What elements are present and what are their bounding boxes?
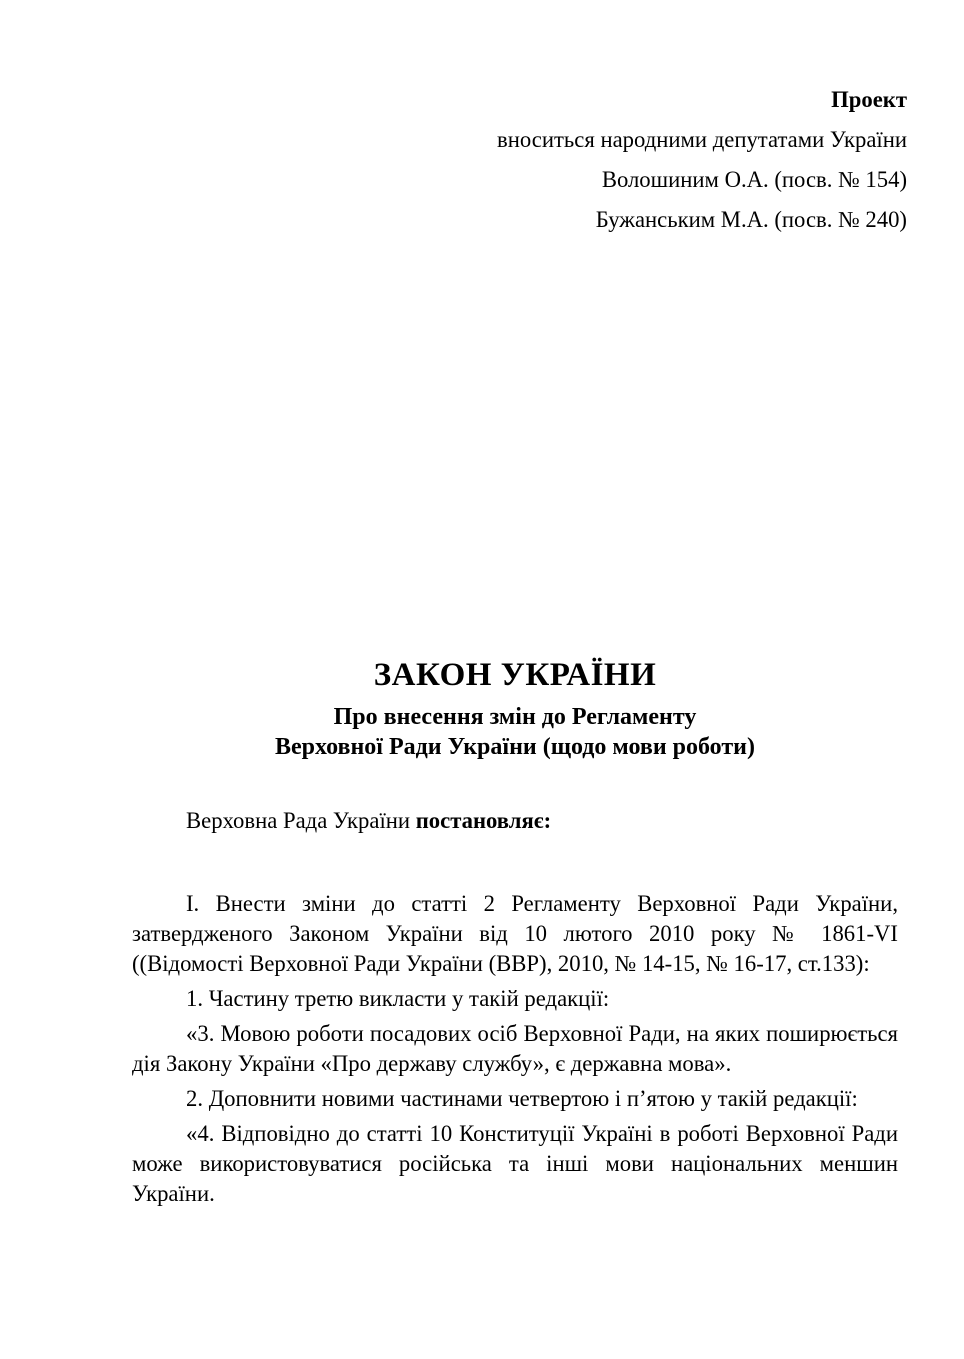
law-title-block bbox=[132, 656, 898, 762]
deputy-line-1: Волошиним О.А. (посв. № 154) bbox=[601, 167, 907, 192]
law-subtitle-line-1: Про внесення змін до Регламенту bbox=[333, 704, 697, 730]
decree-verb: постановляє: bbox=[415, 808, 552, 833]
decree-prefix: Верховна Рада України bbox=[186, 808, 416, 833]
quoted-part-4-paragraph: «4. Відповідно до статті 10 Конституції Україні в роботі Верховної Ради може використовуватися російська та інші мови національних меншин України. bbox=[132, 1121, 898, 1206]
law-body bbox=[132, 806, 898, 1209]
item-1-paragraph: 1. Частину третю викласти у такій редакції: bbox=[186, 986, 610, 1011]
law-subtitle-line-2: Верховної Ради України (щодо мови роботи) bbox=[275, 734, 755, 760]
quoted-part-3-paragraph: «3. Мовою роботи посадових осіб Верховної Ради, на яких поширюється дія Закону України «Про державу службу», є державна мова». bbox=[132, 1021, 898, 1076]
submitted-by-line: вноситься народними депутатами України bbox=[497, 127, 907, 152]
decree-line bbox=[132, 806, 898, 836]
law-title: ЗАКОН УКРАЇНИ bbox=[373, 657, 657, 693]
section-i-paragraph: І. Внести зміни до статті 2 Регламенту Верховної Ради України, затвердженого Законом України від 10 лютого 2010 року № 1861-VI ((Відомості Верховної Ради України (ВВР), 2010, № 14-15, № 16-17, ст.133): bbox=[132, 891, 898, 976]
submission-header bbox=[132, 80, 907, 240]
item-2-paragraph: 2. Доповнити новими частинами четвертою і п’ятою у такій редакції: bbox=[186, 1086, 858, 1111]
project-label: Проект bbox=[831, 87, 907, 112]
deputy-line-2: Бужанським М.А. (посв. № 240) bbox=[595, 207, 907, 232]
